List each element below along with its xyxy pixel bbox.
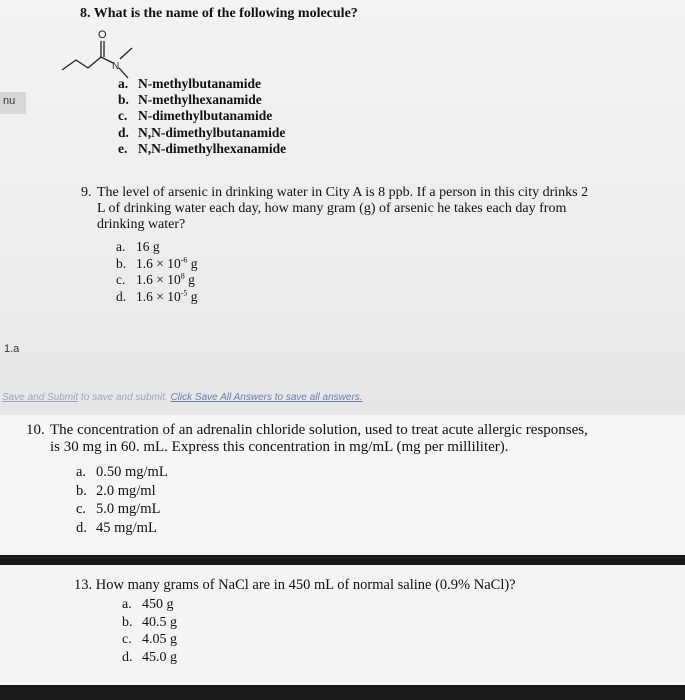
save-instructions-text: to save and submit. <box>78 392 171 403</box>
q13-option[interactable] <box>122 597 174 613</box>
question-10-number: 10. <box>26 422 45 438</box>
option-letter: d. <box>116 288 127 304</box>
question-9-line-2: L of drinking water each day, how many gram (g) of arsenic he takes each day from <box>97 201 567 216</box>
option-letter: b. <box>122 614 133 630</box>
q13-option[interactable] <box>122 650 177 666</box>
option-letter: c. <box>118 108 128 124</box>
question-8 <box>80 6 358 22</box>
q9-option[interactable] <box>116 239 160 255</box>
option-letter: e. <box>118 140 128 156</box>
q13-option[interactable] <box>122 615 177 631</box>
option-letter: b. <box>76 482 87 499</box>
molecule-oxygen-label: O <box>98 29 107 41</box>
question-8-text: What is the name of the following molecule? <box>93 6 358 21</box>
option-mantissa: 1.6 × 10 <box>136 288 181 304</box>
save-all-answers-link[interactable]: Click Save All Answers to save all answers. <box>170 392 363 403</box>
option-letter: d. <box>118 124 129 140</box>
option-text: N-methylhexanamide <box>138 92 262 108</box>
question-8-number: 8. <box>80 6 91 21</box>
question-10-line-1: The concentration of an adrenalin chloride solution, used to treat acute allergic responses, <box>50 422 588 438</box>
question-9-line-3: drinking water? <box>97 217 186 232</box>
question-13-text: How many grams of NaCl are in 450 mL of normal saline (0.9% NaCl)? <box>95 577 516 593</box>
q10-option[interactable] <box>76 465 168 481</box>
option-letter: a. <box>76 464 87 480</box>
q9-option[interactable] <box>116 289 198 305</box>
option-text: N,N-dimethylhexanamide <box>138 140 287 156</box>
option-text: N,N-dimethylbutanamide <box>138 124 286 140</box>
option-text: 450 g <box>142 597 174 612</box>
option-mantissa: 1.6 × 10 <box>136 272 181 287</box>
option-exponent: 8 <box>180 271 185 281</box>
option-letter: b. <box>116 255 127 271</box>
save-instructions <box>0 392 685 404</box>
option-letter: a. <box>122 597 132 612</box>
question-10-line-2: is 30 mg in 60. mL. Express this concentration in mg/mL (mg per milliliter). <box>50 439 509 455</box>
q8-option[interactable] <box>118 108 272 124</box>
question-9-text <box>97 185 677 233</box>
screenshot-panel-2 <box>0 415 685 555</box>
q8-option[interactable] <box>118 125 285 141</box>
option-text: 2.0 mg/ml <box>96 482 156 499</box>
option-mantissa: 1.6 × 10 <box>136 255 181 271</box>
question-9 <box>81 185 92 201</box>
option-text: 4.05 g <box>142 632 177 647</box>
q10-option[interactable] <box>76 502 160 518</box>
sidebar-ref-label[interactable]: 1.a <box>4 343 20 355</box>
q9-option[interactable] <box>116 272 195 288</box>
option-unit: g <box>184 272 195 287</box>
question-9-number: 9. <box>81 185 92 200</box>
question-13-number: 13. <box>74 577 93 593</box>
option-letter: b. <box>118 92 129 108</box>
option-exponent: -5 <box>180 288 188 297</box>
option-letter: c. <box>122 632 132 647</box>
option-text: N-dimethylbutanamide <box>138 108 273 124</box>
option-letter: a. <box>116 239 126 254</box>
q8-option[interactable] <box>118 92 262 108</box>
q10-option[interactable] <box>76 484 156 500</box>
option-unit: g <box>187 255 198 271</box>
option-text: 40.5 g <box>142 614 177 630</box>
option-text: 0.50 mg/mL <box>96 464 168 480</box>
option-letter: c. <box>116 272 126 287</box>
option-text: 5.0 mg/mL <box>96 501 161 517</box>
option-letter: c. <box>76 501 87 517</box>
option-text: N-methylbutanamide <box>138 76 262 91</box>
sidebar-menu-label: nu <box>3 95 16 107</box>
option-exponent: -6 <box>180 255 188 264</box>
option-text: 45.0 g <box>142 649 177 665</box>
option-letter: a. <box>118 76 129 91</box>
molecule-structure <box>60 24 160 80</box>
question-9-line-1: The level of arsenic in drinking water in City A is 8 ppb. If a person in this city drinks 2 <box>97 185 589 200</box>
option-text: 45 mg/mL <box>96 519 157 536</box>
question-10-text <box>50 422 680 456</box>
screenshot-panel-3 <box>0 565 685 685</box>
save-submit-link[interactable]: Save and Submit <box>2 392 79 403</box>
molecule-nitrogen-label: N <box>112 61 120 72</box>
q8-option[interactable] <box>118 76 261 92</box>
q10-option[interactable] <box>76 521 157 537</box>
question-13 <box>74 577 516 593</box>
q8-option[interactable] <box>118 141 286 157</box>
option-letter: d. <box>122 649 133 665</box>
q9-option[interactable] <box>116 256 198 272</box>
option-letter: d. <box>76 519 87 536</box>
option-mantissa: 16 g <box>136 239 160 254</box>
option-unit: g <box>187 288 198 304</box>
q13-option[interactable] <box>122 632 177 648</box>
